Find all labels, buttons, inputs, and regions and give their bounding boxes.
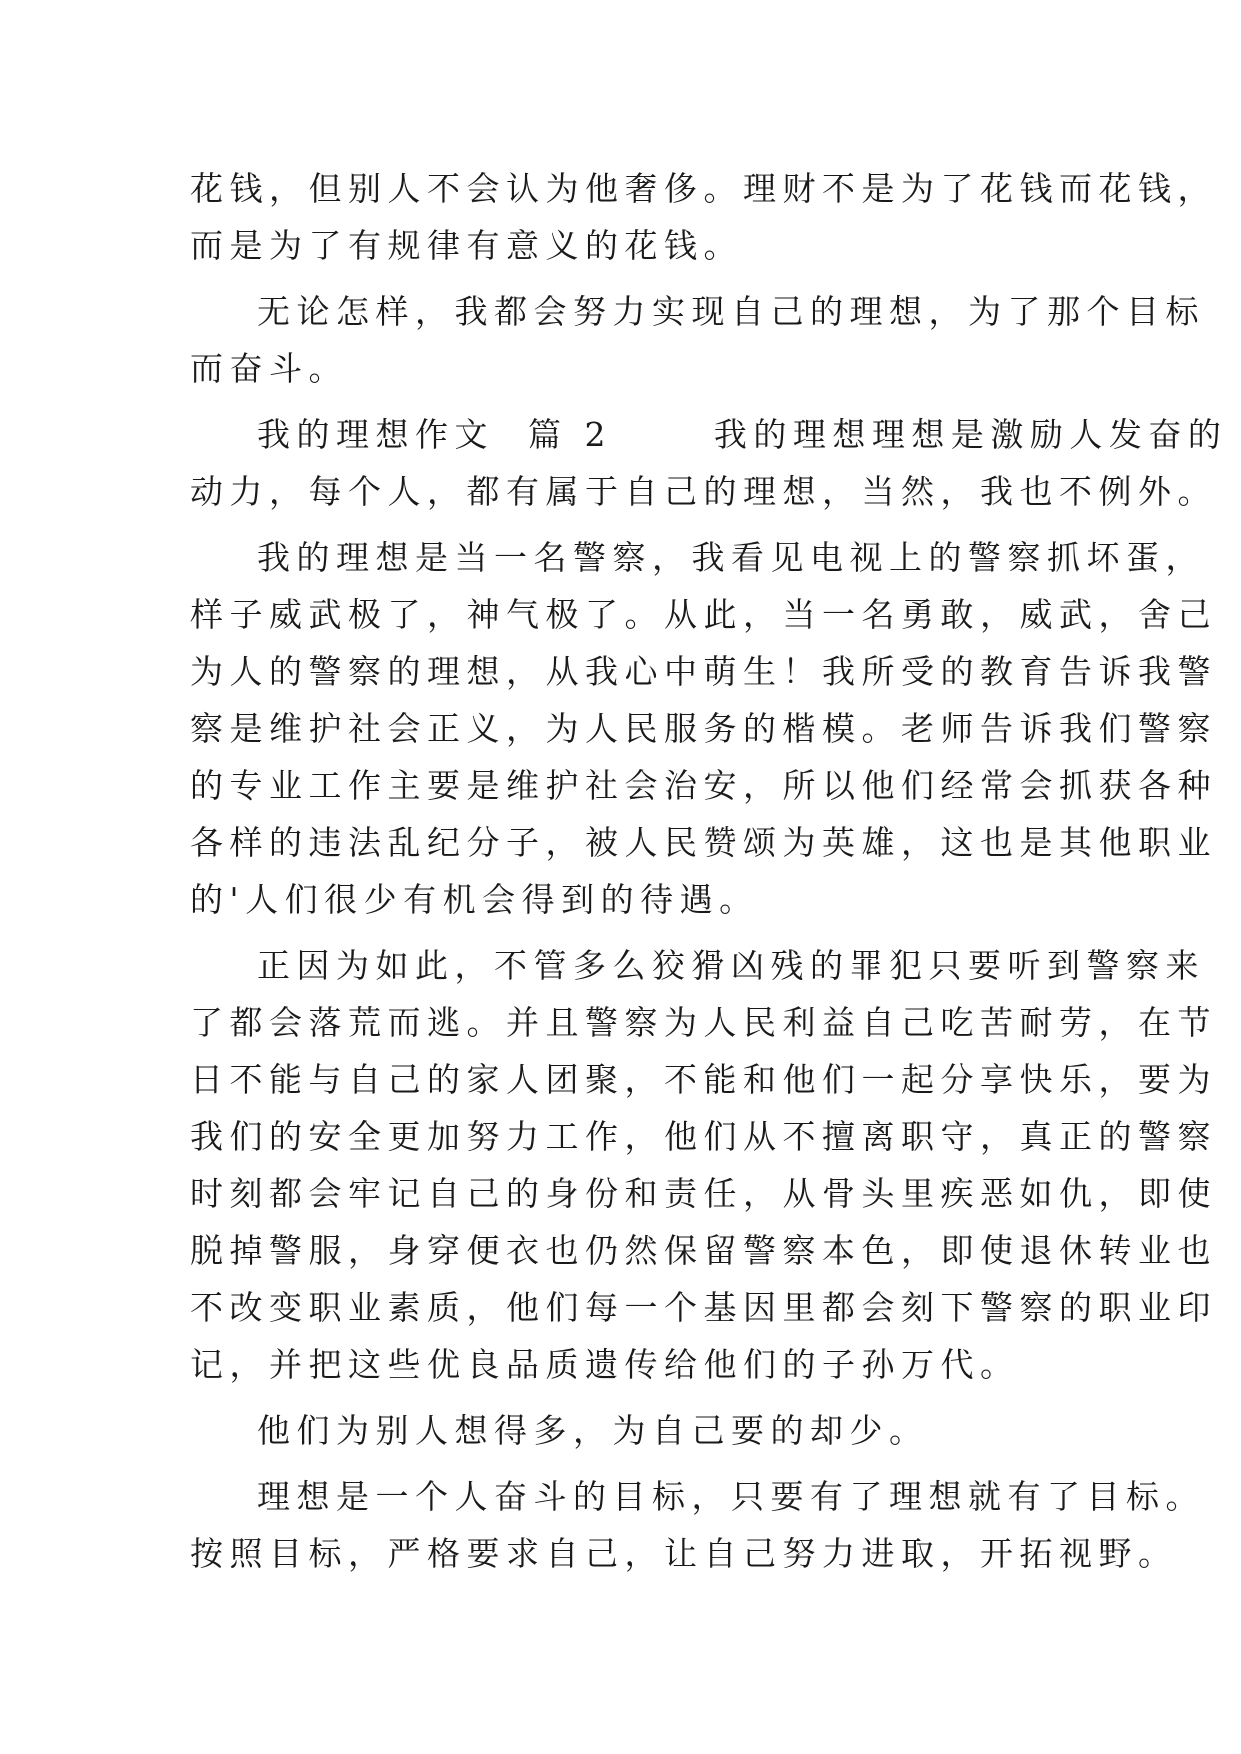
text-line: 而奋斗。 bbox=[190, 349, 348, 388]
section-heading: 我的理想作文 篇 2 我的理想理想是激励人发奋的 bbox=[257, 415, 1228, 454]
text-line: 正因为如此，不管多么狡猾凶残的罪犯只要听到警察来 bbox=[257, 946, 1205, 985]
text-line: 无论怎样，我都会努力实现自己的理想，为了那个目标 bbox=[257, 292, 1205, 331]
text-line: 脱掉警服，身穿便衣也仍然保留警察本色，即使退休转业也 bbox=[190, 1231, 1217, 1270]
text-line: 我们的安全更加努力工作，他们从不擅离职守，真正的警察 bbox=[190, 1117, 1217, 1156]
text-line: 动力，每个人，都有属于自己的理想，当然，我也不例外。 bbox=[190, 472, 1217, 511]
text-line: 了都会落荒而逃。并且警察为人民利益自己吃苦耐劳，在节 bbox=[190, 1003, 1217, 1042]
text-line: 样子威武极了，神气极了。从此，当一名勇敢，威武，舍己 bbox=[190, 595, 1217, 634]
text-line: 的专业工作主要是维护社会治安，所以他们经常会抓获各种 bbox=[190, 766, 1217, 805]
text-line: 我的理想是当一名警察，我看见电视上的警察抓坏蛋， bbox=[257, 538, 1205, 577]
text-line: 理想是一个人奋斗的目标，只要有了理想就有了目标。 bbox=[257, 1477, 1205, 1516]
text-line: 时刻都会牢记自己的身份和责任，从骨头里疾恶如仇，即使 bbox=[190, 1174, 1217, 1213]
text-line: 的'人们很少有机会得到的待遇。 bbox=[190, 880, 759, 919]
text-line: 不改变职业素质，他们每一个基因里都会刻下警察的职业印 bbox=[190, 1288, 1217, 1327]
text-line: 而是为了有规律有意义的花钱。 bbox=[190, 226, 743, 265]
text-line: 记，并把这些优良品质遗传给他们的子孙万代。 bbox=[190, 1345, 1020, 1384]
text-line: 花钱，但别人不会认为他奢侈。理财不是为了花钱而花钱， bbox=[190, 169, 1217, 208]
text-line: 察是维护社会正义，为人民服务的楷模。老师告诉我们警察 bbox=[190, 709, 1217, 748]
text-line: 日不能与自己的家人团聚，不能和他们一起分享快乐，要为 bbox=[190, 1060, 1217, 1099]
text-line: 按照目标，严格要求自己，让自己努力进取，开拓视野。 bbox=[190, 1534, 1178, 1573]
text-line: 为人的警察的理想，从我心中萌生！我所受的教育告诉我警 bbox=[190, 652, 1217, 691]
text-line: 他们为别人想得多，为自己要的却少。 bbox=[257, 1411, 929, 1450]
text-line: 各样的违法乱纪分子，被人民赞颂为英雄，这也是其他职业 bbox=[190, 823, 1217, 862]
